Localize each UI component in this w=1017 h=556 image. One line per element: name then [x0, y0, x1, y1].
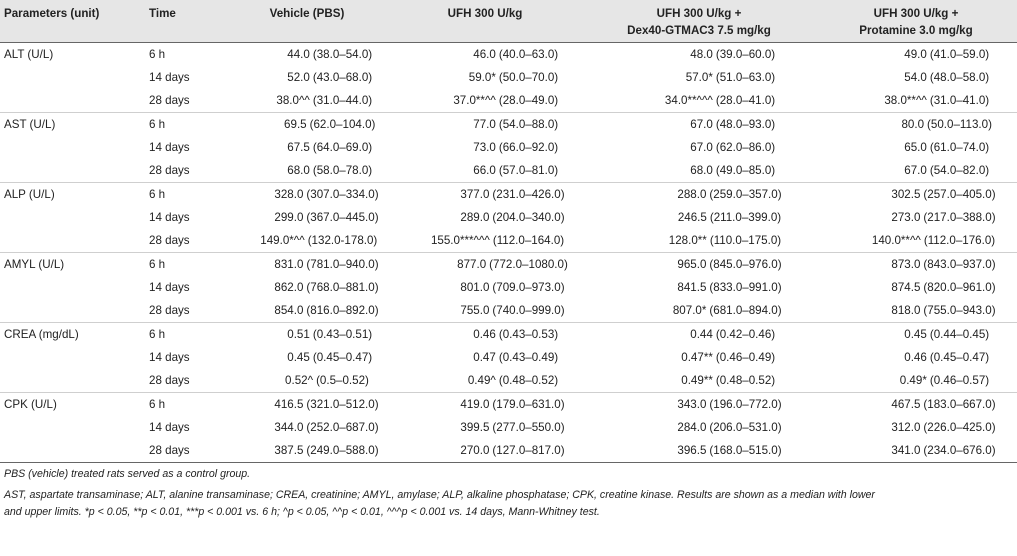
range-value: (50.0–113.0)	[927, 118, 992, 131]
parameter-cell: CREA (mg/dL)	[4, 328, 79, 341]
value-cell	[583, 89, 815, 113]
header-ufh-dex40-line1: UFH 300 U/kg +	[656, 7, 742, 20]
time-cell: 28 days	[145, 89, 227, 113]
range-value: (681.0–894.0)	[709, 304, 782, 317]
range-value: (833.0–991.0)	[709, 281, 782, 294]
parameter-cell	[0, 159, 145, 183]
value-cell	[815, 276, 1017, 299]
value-cell	[387, 323, 583, 347]
median-value: 49.0	[904, 48, 927, 61]
median-value: 299.0	[274, 211, 304, 224]
range-value: (367.0–445.0)	[306, 211, 379, 224]
value-cell	[227, 229, 387, 253]
range-value: (0.46–0.57)	[929, 374, 990, 387]
range-value: (0.48–0.52)	[715, 374, 776, 387]
range-value: (217.0–388.0)	[923, 211, 996, 224]
median-value: 289.0	[460, 211, 490, 224]
range-value: (132.0-178.0)	[307, 234, 378, 247]
header-ufh-dex40	[583, 0, 815, 43]
range-value: (31.0–41.0)	[929, 94, 990, 107]
value-cell	[387, 369, 583, 393]
range-value: (845.0–976.0)	[709, 258, 782, 271]
value-cell	[227, 346, 387, 369]
value-cell	[815, 89, 1017, 113]
value-cell	[227, 299, 387, 323]
range-value: (257.0–405.0)	[923, 188, 996, 201]
median-value: 67.0	[690, 141, 713, 154]
value-cell	[583, 346, 815, 369]
median-value: 246.5	[677, 211, 707, 224]
parameter-cell	[0, 206, 145, 229]
header-ufh: UFH 300 U/kg	[447, 7, 523, 20]
median-value: 52.0	[287, 71, 310, 84]
value-cell	[227, 159, 387, 183]
value-cell	[387, 183, 583, 207]
range-value: (249.0–588.0)	[306, 444, 379, 457]
range-value: (64.0–69.0)	[312, 141, 373, 154]
table-row	[0, 346, 1017, 369]
table-row	[0, 276, 1017, 299]
range-value: (66.0–92.0)	[498, 141, 559, 154]
median-value: 288.0	[677, 188, 707, 201]
header-time: Time	[149, 7, 176, 20]
value-cell	[583, 206, 815, 229]
median-value: 149.0*^^	[260, 234, 305, 247]
median-value: 0.46	[473, 328, 496, 341]
median-value: 0.49*	[899, 374, 927, 387]
parameter-cell: CPK (U/L)	[4, 398, 57, 411]
median-value: 831.0	[274, 258, 304, 271]
value-cell	[815, 299, 1017, 323]
range-value: (168.0–515.0)	[709, 444, 782, 457]
footnote-control: PBS (vehicle) treated rats served as a control group.	[4, 468, 251, 480]
median-value: 68.0	[690, 164, 713, 177]
time-cell: 14 days	[149, 281, 190, 294]
range-value: (252.0–687.0)	[306, 421, 379, 434]
parameter-cell	[0, 369, 145, 393]
range-value: (39.0–60.0)	[715, 48, 776, 61]
range-value: (48.0–58.0)	[929, 71, 990, 84]
range-value: (820.0–961.0)	[923, 281, 996, 294]
value-cell	[815, 159, 1017, 183]
range-value: (54.0–88.0)	[498, 118, 559, 131]
range-value: (38.0–54.0)	[312, 48, 373, 61]
table-row	[0, 439, 1017, 463]
parameter-cell	[0, 89, 145, 113]
median-value: 396.5	[677, 444, 707, 457]
median-value: 273.0	[891, 211, 921, 224]
median-value: 57.0*	[685, 71, 713, 84]
parameter-cell	[0, 136, 145, 159]
parameter-cell	[0, 66, 145, 89]
parameter-cell	[0, 416, 145, 439]
median-value: 399.5	[460, 421, 490, 434]
range-value: (127.0–817.0)	[492, 444, 565, 457]
value-cell	[227, 206, 387, 229]
value-cell	[387, 206, 583, 229]
time-cell: 6 h	[149, 398, 166, 411]
range-value: (0.45–0.47)	[929, 351, 990, 364]
median-value: 0.52^	[285, 374, 314, 387]
range-value: (0.43–0.51)	[312, 328, 373, 341]
median-value: 419.0	[460, 398, 490, 411]
range-value: (112.0–164.0)	[492, 234, 565, 247]
median-value: 69.5	[284, 118, 307, 131]
table-row	[0, 66, 1017, 89]
time-cell: 28 days	[145, 369, 227, 393]
median-value: 67.5	[287, 141, 310, 154]
median-value: 854.0	[274, 304, 304, 317]
median-value: 343.0	[677, 398, 707, 411]
value-cell	[583, 276, 815, 299]
range-value: (226.0–425.0)	[923, 421, 996, 434]
range-value: (0.43–0.49)	[498, 351, 559, 364]
parameter-cell	[0, 276, 145, 299]
median-value: 80.0	[901, 118, 925, 131]
value-cell	[227, 43, 387, 67]
value-cell	[815, 66, 1017, 89]
footnote-statistics: and upper limits. *p < 0.05, **p < 0.01, ***p < 0.001 vs. 6 h; ^p < 0.05, ^^p < 0.01, ^^^p < 0.001 vs. 14 days, Mann-Whitney test.	[4, 506, 600, 518]
value-cell	[815, 43, 1017, 67]
range-value: (58.0–78.0)	[312, 164, 373, 177]
median-value: 38.0**^^	[884, 94, 927, 107]
parameter-cell	[0, 299, 145, 323]
range-value: (206.0–531.0)	[709, 421, 782, 434]
median-value: 68.0	[287, 164, 310, 177]
value-cell	[387, 416, 583, 439]
value-cell	[227, 369, 387, 393]
range-value: (768.0–881.0)	[306, 281, 379, 294]
range-value: (0.46–0.49)	[715, 351, 776, 364]
table-row	[0, 229, 1017, 253]
median-value: 128.0**	[668, 234, 707, 247]
range-value: (755.0–943.0)	[923, 304, 996, 317]
value-cell	[387, 66, 583, 89]
median-value: 155.0***^^^	[430, 234, 490, 247]
table-row	[0, 183, 1017, 207]
range-value: (843.0–937.0)	[923, 258, 996, 271]
median-value: 67.0	[904, 164, 927, 177]
median-value: 140.0**^^	[871, 234, 921, 247]
value-cell	[583, 183, 815, 207]
table-row	[0, 43, 1017, 67]
time-cell: 14 days	[149, 211, 190, 224]
value-cell	[815, 323, 1017, 347]
value-cell	[387, 439, 583, 463]
value-cell	[387, 346, 583, 369]
value-cell	[387, 136, 583, 159]
value-cell	[387, 253, 583, 277]
value-cell	[583, 439, 815, 463]
parameter-cell	[0, 229, 145, 253]
parameter-cell	[0, 439, 145, 463]
median-value: 0.51	[287, 328, 310, 341]
range-value: (231.0–426.0)	[492, 188, 565, 201]
median-value: 387.5	[274, 444, 304, 457]
parameter-cell	[0, 346, 145, 369]
median-value: 344.0	[274, 421, 304, 434]
range-value: (62.0–86.0)	[715, 141, 776, 154]
range-value: (57.0–81.0)	[498, 164, 559, 177]
header-ufh-dex40-line2: Dex40-GTMAC3 7.5 mg/kg	[627, 24, 771, 37]
parameter-cell: AMYL (U/L)	[4, 258, 65, 271]
median-value: 416.5	[274, 398, 304, 411]
range-value: (781.0–940.0)	[306, 258, 379, 271]
value-cell	[227, 89, 387, 113]
median-value: 270.0	[460, 444, 490, 457]
parameter-cell: AST (U/L)	[4, 118, 56, 131]
value-cell	[387, 43, 583, 67]
time-cell: 6 h	[149, 328, 166, 341]
value-cell	[815, 183, 1017, 207]
range-value: (28.0–49.0)	[498, 94, 559, 107]
value-cell	[387, 276, 583, 299]
time-cell: 14 days	[149, 421, 190, 434]
median-value: 66.0	[473, 164, 496, 177]
median-value: 77.0	[473, 118, 496, 131]
range-value: (0.44–0.45)	[929, 328, 990, 341]
value-cell	[583, 323, 815, 347]
value-cell	[227, 66, 387, 89]
value-cell	[815, 416, 1017, 439]
median-value: 755.0	[460, 304, 490, 317]
median-value: 0.47**	[681, 351, 713, 364]
value-cell	[227, 416, 387, 439]
parameter-cell: ALT (U/L)	[4, 48, 54, 61]
value-cell	[227, 393, 387, 417]
time-cell: 28 days	[145, 159, 227, 183]
value-cell	[387, 89, 583, 113]
median-value: 328.0	[274, 188, 304, 201]
time-cell: 6 h	[149, 188, 166, 201]
footnote-abbreviations: AST, aspartate transaminase; ALT, alanine transaminase; CREA, creatinine; AMYL, amylase; ALP, alkaline phosphatase; CPK, creatine kinase. Results are shown as a median with lower	[4, 489, 875, 501]
range-value: (49.0–85.0)	[715, 164, 776, 177]
value-cell	[815, 393, 1017, 417]
value-cell	[583, 299, 815, 323]
value-cell	[227, 439, 387, 463]
table-row	[0, 323, 1017, 347]
median-value: 377.0	[460, 188, 490, 201]
time-cell: 28 days	[145, 299, 227, 323]
range-value: (204.0–340.0)	[492, 211, 565, 224]
median-value: 874.5	[891, 281, 921, 294]
time-cell: 14 days	[149, 71, 190, 84]
table-body	[0, 43, 1017, 463]
range-value: (211.0–399.0)	[709, 211, 782, 224]
time-cell: 14 days	[149, 141, 190, 154]
value-cell	[815, 229, 1017, 253]
time-cell: 6 h	[149, 118, 166, 131]
median-value: 312.0	[891, 421, 921, 434]
header-ufh-protamine	[815, 0, 1017, 43]
range-value: (61.0–74.0)	[929, 141, 990, 154]
value-cell	[815, 439, 1017, 463]
range-value: (54.0–82.0)	[929, 164, 990, 177]
median-value: 37.0**^^	[453, 94, 496, 107]
median-value: 0.47	[473, 351, 496, 364]
value-cell	[583, 113, 815, 137]
table-row	[0, 253, 1017, 277]
value-cell	[583, 136, 815, 159]
value-cell	[227, 183, 387, 207]
median-value: 54.0	[904, 71, 927, 84]
header-vehicle: Vehicle (PBS)	[269, 7, 345, 20]
table-row	[0, 416, 1017, 439]
range-value: (43.0–68.0)	[312, 71, 373, 84]
median-value: 284.0	[677, 421, 707, 434]
value-cell	[583, 253, 815, 277]
table-row	[0, 369, 1017, 393]
median-value: 59.0*	[468, 71, 496, 84]
value-cell	[815, 369, 1017, 393]
time-cell: 6 h	[149, 48, 166, 61]
value-cell	[583, 369, 815, 393]
range-value: (28.0–41.0)	[715, 94, 776, 107]
value-cell	[583, 416, 815, 439]
range-value: (62.0–104.0)	[309, 118, 376, 131]
parameter-cell: ALP (U/L)	[4, 188, 55, 201]
median-value: 48.0	[690, 48, 713, 61]
value-cell	[583, 66, 815, 89]
header-ufh-protamine-line2: Protamine 3.0 mg/kg	[859, 24, 973, 37]
range-value: (0.48–0.52)	[498, 374, 559, 387]
range-value: (277.0–550.0)	[492, 421, 565, 434]
median-value: 302.5	[891, 188, 921, 201]
header-parameters: Parameters (unit)	[4, 7, 100, 20]
range-value: (321.0–512.0)	[306, 398, 379, 411]
median-value: 46.0	[473, 48, 496, 61]
range-value: (183.0–667.0)	[923, 398, 996, 411]
median-value: 0.44	[690, 328, 713, 341]
table-row	[0, 393, 1017, 417]
range-value: (307.0–334.0)	[306, 188, 379, 201]
value-cell	[815, 346, 1017, 369]
median-value: 965.0	[677, 258, 707, 271]
value-cell	[387, 113, 583, 137]
time-cell: 6 h	[149, 258, 166, 271]
value-cell	[583, 43, 815, 67]
range-value: (709.0–973.0)	[492, 281, 565, 294]
median-value: 807.0*	[672, 304, 707, 317]
time-cell: 14 days	[149, 351, 190, 364]
range-value: (110.0–175.0)	[709, 234, 782, 247]
median-value: 467.5	[891, 398, 921, 411]
median-value: 38.0^^	[276, 94, 310, 107]
median-value: 862.0	[274, 281, 304, 294]
range-value: (41.0–59.0)	[929, 48, 990, 61]
median-value: 877.0	[457, 258, 487, 271]
value-cell	[387, 229, 583, 253]
range-value: (0.43–0.53)	[498, 328, 559, 341]
table-row	[0, 159, 1017, 183]
median-value: 73.0	[473, 141, 496, 154]
range-value: (0.42–0.46)	[715, 328, 776, 341]
range-value: (772.0–1080.0)	[489, 258, 568, 271]
median-value: 0.49**	[681, 374, 713, 387]
median-value: 801.0	[460, 281, 490, 294]
time-cell: 28 days	[145, 439, 227, 463]
range-value: (112.0–176.0)	[923, 234, 996, 247]
median-value: 873.0	[891, 258, 921, 271]
range-value: (50.0–70.0)	[498, 71, 559, 84]
table-row	[0, 136, 1017, 159]
value-cell	[815, 253, 1017, 277]
value-cell	[583, 393, 815, 417]
range-value: (816.0–892.0)	[306, 304, 379, 317]
median-value: 841.5	[677, 281, 707, 294]
range-value: (0.45–0.47)	[312, 351, 373, 364]
range-value: (740.0–999.0)	[492, 304, 565, 317]
range-value: (40.0–63.0)	[498, 48, 559, 61]
time-cell: 28 days	[145, 229, 227, 253]
median-value: 44.0	[287, 48, 310, 61]
header-row	[0, 0, 1017, 43]
median-value: 0.49^	[467, 374, 496, 387]
value-cell	[815, 136, 1017, 159]
table-row	[0, 89, 1017, 113]
table-row	[0, 299, 1017, 323]
value-cell	[227, 276, 387, 299]
value-cell	[227, 113, 387, 137]
range-value: (51.0–63.0)	[715, 71, 776, 84]
value-cell	[815, 113, 1017, 137]
table-row	[0, 206, 1017, 229]
median-value: 0.46	[904, 351, 927, 364]
value-cell	[227, 323, 387, 347]
value-cell	[387, 393, 583, 417]
value-cell	[227, 136, 387, 159]
value-cell	[583, 229, 815, 253]
header-ufh-protamine-line1: UFH 300 U/kg +	[873, 7, 959, 20]
range-value: (0.5–0.52)	[316, 374, 369, 387]
value-cell	[815, 206, 1017, 229]
value-cell	[227, 253, 387, 277]
range-value: (179.0–631.0)	[492, 398, 565, 411]
range-value: (234.0–676.0)	[923, 444, 996, 457]
value-cell	[387, 159, 583, 183]
table-row	[0, 113, 1017, 137]
range-value: (259.0–357.0)	[709, 188, 782, 201]
median-value: 65.0	[904, 141, 927, 154]
median-value: 0.45	[287, 351, 310, 364]
range-value: (196.0–772.0)	[709, 398, 782, 411]
median-value: 818.0	[891, 304, 921, 317]
median-value: 341.0	[891, 444, 921, 457]
median-value: 0.45	[904, 328, 927, 341]
table-footnotes	[0, 463, 1017, 521]
median-value: 34.0**^^^	[664, 94, 713, 107]
value-cell	[583, 159, 815, 183]
range-value: (31.0–44.0)	[312, 94, 373, 107]
range-value: (48.0–93.0)	[715, 118, 776, 131]
median-value: 67.0	[690, 118, 713, 131]
value-cell	[387, 299, 583, 323]
